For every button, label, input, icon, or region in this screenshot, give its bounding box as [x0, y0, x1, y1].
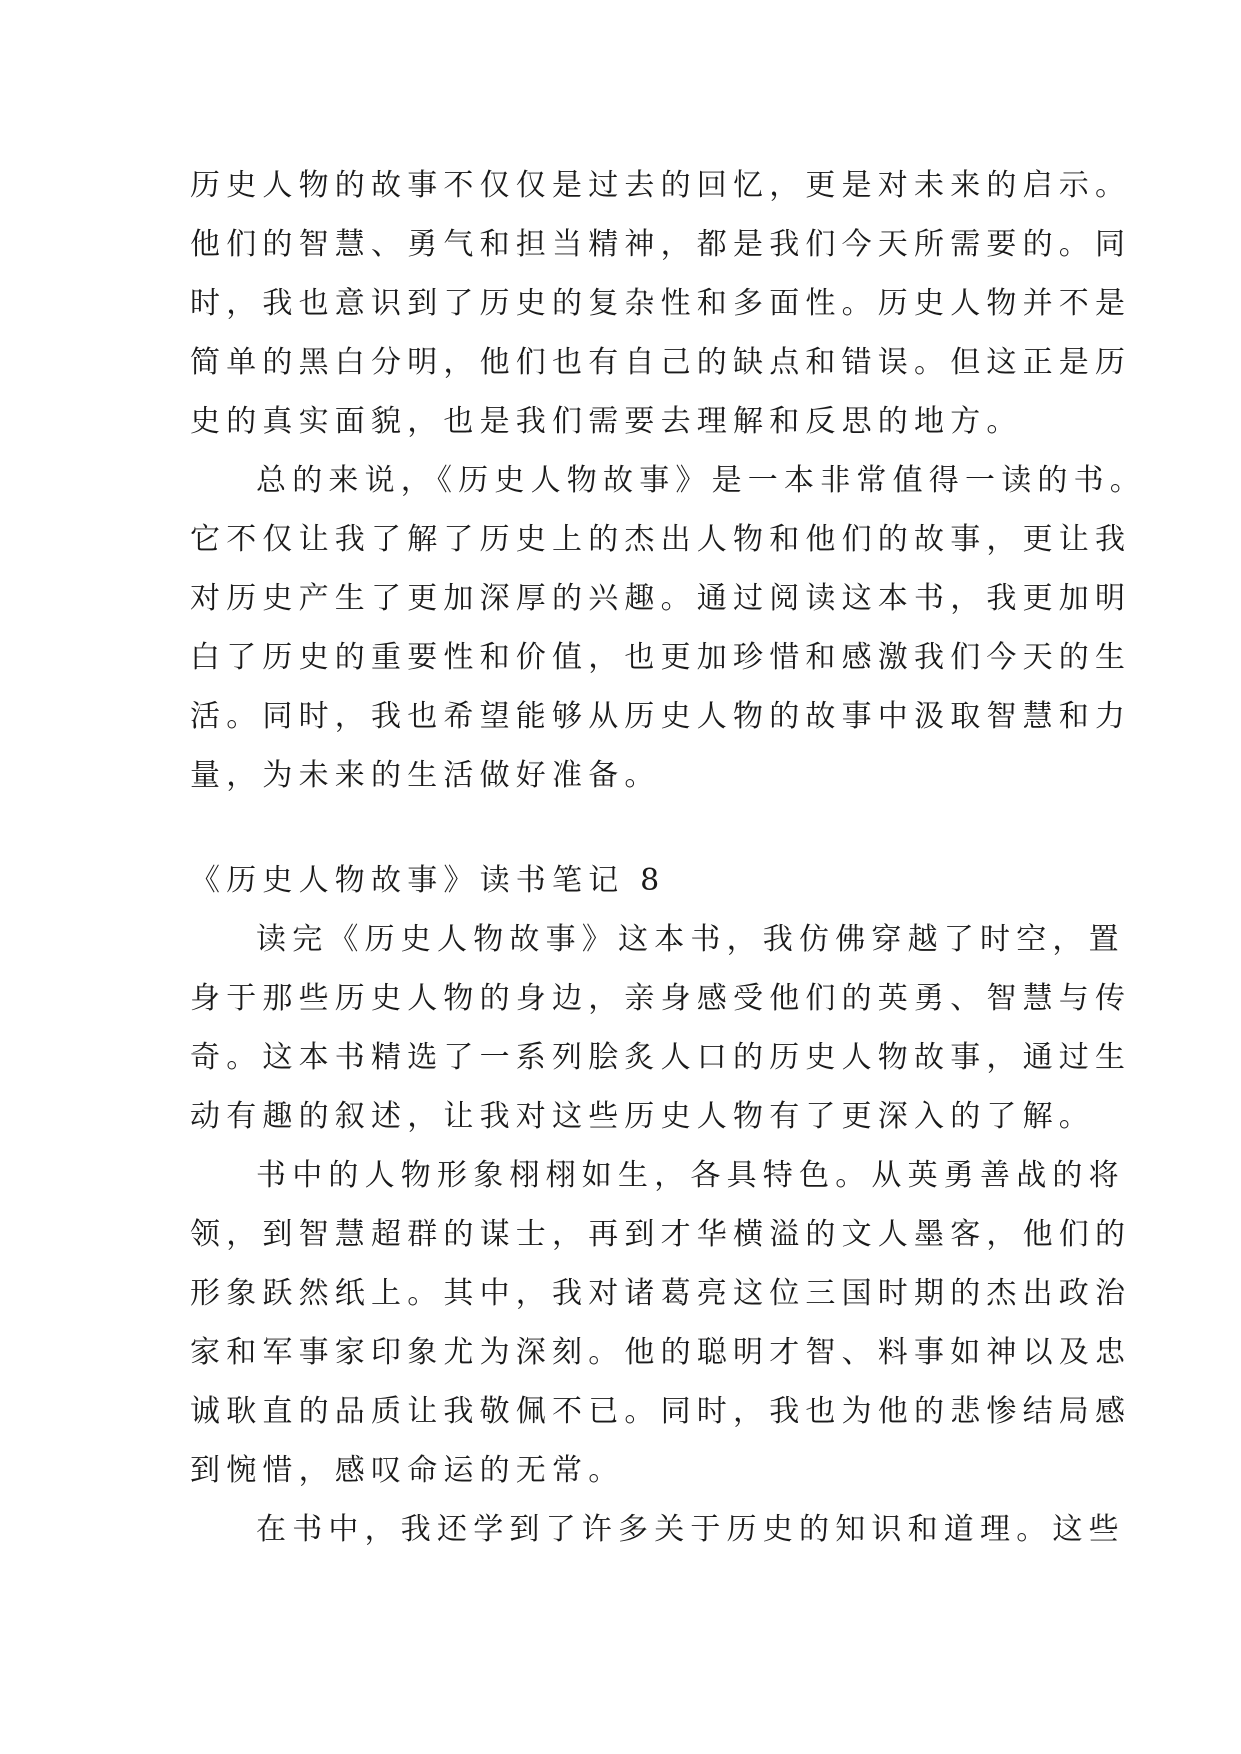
paragraph-line: 奇。这本书精选了一系列脍炙人口的历史人物故事，通过生 [190, 1040, 1132, 1075]
paragraph-line: 他们的智慧、勇气和担当精神，都是我们今天所需要的。同 [190, 227, 1132, 262]
paragraph-first-line: 读完《历史人物故事》这本书，我仿佛穿越了时空，置 [256, 922, 1125, 957]
paragraph-first-line: 书中的人物形象栩栩如生，各具特色。从英勇善战的将 [256, 1158, 1125, 1193]
paragraph-line: 简单的黑白分明，他们也有自己的缺点和错误。但这正是历 [190, 345, 1132, 380]
paragraph-first-line: 总的来说，《历史人物故事》是一本非常值得一读的书。 [256, 463, 1146, 498]
paragraph-line: 对历史产生了更加深厚的兴趣。通过阅读这本书，我更加明 [190, 581, 1132, 616]
paragraph-line: 时，我也意识到了历史的复杂性和多面性。历史人物并不是 [190, 286, 1132, 321]
paragraph-line: 活。同时，我也希望能够从历史人物的故事中汲取智慧和力 [190, 699, 1132, 734]
paragraph-line: 历史人物的故事不仅仅是过去的回忆，更是对未来的启示。 [190, 168, 1132, 203]
section-heading: 《历史人物故事》读书笔记 8 [190, 863, 666, 898]
paragraph-line: 身于那些历史人物的身边，亲身感受他们的英勇、智慧与传 [190, 981, 1132, 1016]
paragraph-line: 动有趣的叙述，让我对这些历史人物有了更深入的了解。 [190, 1099, 1095, 1134]
paragraph-first-line: 在书中，我还学到了许多关于历史的知识和道理。这些 [256, 1512, 1125, 1547]
paragraph-line: 史的真实面貌，也是我们需要去理解和反思的地方。 [190, 404, 1023, 439]
paragraph-line: 它不仅让我了解了历史上的杰出人物和他们的故事，更让我 [190, 522, 1132, 557]
paragraph-line: 白了历史的重要性和价值，也更加珍惜和感激我们今天的生 [190, 640, 1132, 675]
paragraph-line: 诚耿直的品质让我敬佩不已。同时，我也为他的悲惨结局感 [190, 1394, 1132, 1429]
paragraph-line: 领，到智慧超群的谋士，再到才华横溢的文人墨客，他们的 [190, 1217, 1132, 1252]
paragraph-line: 家和军事家印象尤为深刻。他的聪明才智、料事如神以及忠 [190, 1335, 1132, 1370]
paragraph-line: 形象跃然纸上。其中，我对诸葛亮这位三国时期的杰出政治 [190, 1276, 1132, 1311]
paragraph-line: 量，为未来的生活做好准备。 [190, 758, 661, 793]
paragraph-line: 到惋惜，感叹命运的无常。 [190, 1453, 625, 1488]
